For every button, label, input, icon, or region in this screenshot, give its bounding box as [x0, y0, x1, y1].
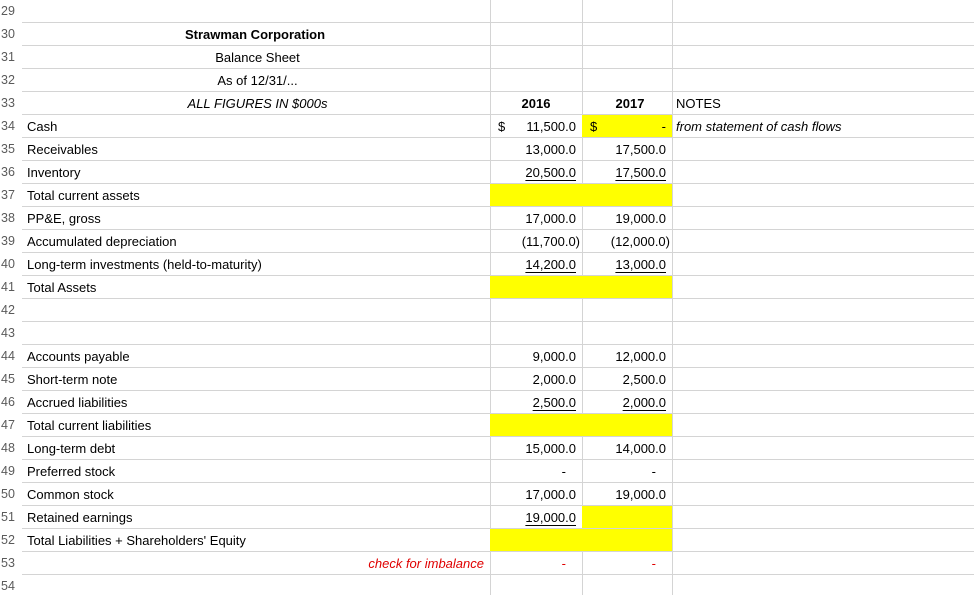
- row-number: 46: [0, 391, 23, 414]
- row-label[interactable]: Preferred stock: [27, 464, 116, 479]
- row-label[interactable]: Receivables: [27, 142, 98, 157]
- row-number: 53: [0, 552, 23, 575]
- row-divider: [22, 22, 974, 23]
- row-divider: [22, 298, 974, 299]
- row-number: 44: [0, 345, 23, 368]
- row-number: 48: [0, 437, 23, 460]
- row-divider: [22, 206, 974, 207]
- row-divider: [22, 91, 974, 92]
- row-label[interactable]: Retained earnings: [27, 510, 133, 525]
- row-number: 54: [0, 575, 23, 598]
- row-label[interactable]: Total current liabilities: [27, 418, 152, 433]
- row-number: 32: [0, 69, 23, 92]
- sheet-row[interactable]: [0, 230, 974, 253]
- row-divider: [22, 367, 974, 368]
- row-divider: [22, 275, 974, 276]
- row-divider: [22, 551, 974, 552]
- highlighted-total-cells[interactable]: [490, 184, 672, 207]
- sheet-row[interactable]: [0, 345, 974, 368]
- sheet-row[interactable]: [0, 46, 974, 69]
- company-title[interactable]: Strawman Corporation: [184, 27, 326, 42]
- row-label[interactable]: Accrued liabilities: [27, 395, 128, 410]
- value-2017[interactable]: 13,000.0: [615, 257, 666, 272]
- row-number: 31: [0, 46, 23, 69]
- column-header-2016[interactable]: 2016: [521, 96, 551, 111]
- value-2016[interactable]: 17,000.0: [525, 211, 576, 226]
- row-label[interactable]: Accounts payable: [27, 349, 130, 364]
- row-label[interactable]: Cash: [27, 119, 58, 134]
- value-2016[interactable]: 2,000.0: [532, 372, 576, 387]
- sheet-row[interactable]: [0, 92, 974, 115]
- row-divider: [22, 574, 974, 575]
- row-number: 34: [0, 115, 23, 138]
- cell-value: -: [661, 119, 666, 134]
- sheet-row[interactable]: [0, 299, 974, 322]
- value-2017[interactable]: -: [651, 464, 656, 479]
- value-2016[interactable]: [490, 115, 582, 138]
- units-label[interactable]: ALL FIGURES IN $000s: [187, 96, 328, 111]
- row-number: 45: [0, 368, 23, 391]
- as-of-date[interactable]: As of 12/31/...: [217, 73, 298, 88]
- note-text[interactable]: from statement of cash flows: [676, 119, 842, 134]
- row-number: 47: [0, 414, 23, 437]
- row-divider: [22, 390, 974, 391]
- row-label[interactable]: Common stock: [27, 487, 114, 502]
- imbalance-check-label[interactable]: check for imbalance: [368, 556, 484, 571]
- value-2016[interactable]: (11,700.0): [521, 234, 580, 249]
- sheet-row[interactable]: [0, 115, 974, 138]
- row-divider: [22, 528, 974, 529]
- sheet-row[interactable]: [0, 0, 974, 23]
- row-label[interactable]: Inventory: [27, 165, 81, 180]
- statement-title[interactable]: Balance Sheet: [215, 50, 300, 65]
- row-divider: [22, 183, 974, 184]
- value-2016[interactable]: 9,000.0: [532, 349, 576, 364]
- column-header-2017[interactable]: 2017: [615, 96, 645, 111]
- row-divider: [22, 459, 974, 460]
- row-divider: [22, 137, 974, 138]
- sheet-row[interactable]: [0, 529, 974, 552]
- row-label[interactable]: Short-term note: [27, 372, 118, 387]
- row-number: 39: [0, 230, 23, 253]
- value-2016[interactable]: 2,500.0: [532, 395, 576, 410]
- sheet-row[interactable]: [0, 391, 974, 414]
- sheet-row[interactable]: [0, 207, 974, 230]
- sheet-row[interactable]: [0, 23, 974, 46]
- value-2017[interactable]: [582, 115, 672, 138]
- row-number: 38: [0, 207, 23, 230]
- value-2017[interactable]: 2,500.0: [622, 372, 666, 387]
- value-2017[interactable]: [582, 506, 672, 529]
- sheet-row[interactable]: [0, 368, 974, 391]
- column-header-notes[interactable]: NOTES: [676, 96, 721, 111]
- sheet-row[interactable]: [0, 506, 974, 529]
- row-number: 50: [0, 483, 23, 506]
- row-divider: [22, 45, 974, 46]
- row-divider: [22, 436, 974, 437]
- value-2017[interactable]: 19,000.0: [615, 487, 666, 502]
- imbalance-check-2017[interactable]: -: [651, 556, 656, 571]
- sheet-row[interactable]: [0, 483, 974, 506]
- cell-value: 11,500.0: [526, 119, 576, 134]
- row-number: 30: [0, 23, 23, 46]
- row-label[interactable]: Accumulated depreciation: [27, 234, 177, 249]
- row-label[interactable]: Long-term investments (held-to-maturity): [27, 257, 262, 272]
- row-number: 37: [0, 184, 23, 207]
- highlighted-total-cells[interactable]: [490, 529, 672, 552]
- row-divider: [22, 344, 974, 345]
- value-2016[interactable]: 14,200.0: [525, 257, 576, 272]
- row-number: 42: [0, 299, 23, 322]
- row-divider: [22, 413, 974, 414]
- value-2016[interactable]: -: [561, 464, 566, 479]
- sheet-row[interactable]: [0, 552, 974, 575]
- row-number: 52: [0, 529, 23, 552]
- sheet-row[interactable]: [0, 138, 974, 161]
- row-number: 36: [0, 161, 23, 184]
- currency-symbol: $: [590, 119, 598, 134]
- value-2016[interactable]: 15,000.0: [525, 441, 576, 456]
- imbalance-check-2016[interactable]: -: [561, 556, 566, 571]
- row-divider: [22, 505, 974, 506]
- value-2016[interactable]: 17,000.0: [525, 487, 576, 502]
- sheet-row[interactable]: [0, 276, 974, 299]
- value-2017[interactable]: 12,000.0: [615, 349, 666, 364]
- highlighted-total-cells[interactable]: [490, 276, 672, 299]
- row-divider: [22, 160, 974, 161]
- row-label[interactable]: PP&E, gross: [27, 211, 101, 226]
- row-number: 33: [0, 92, 23, 115]
- row-divider: [22, 68, 974, 69]
- value-2017[interactable]: 19,000.0: [615, 211, 666, 226]
- row-label[interactable]: Total Liabilities + Shareholders' Equity: [27, 533, 246, 548]
- row-number: 41: [0, 276, 23, 299]
- highlighted-total-cells[interactable]: [490, 414, 672, 437]
- value-2017[interactable]: (12,000.0): [610, 234, 670, 249]
- sheet-row[interactable]: [0, 460, 974, 483]
- sheet-row[interactable]: [0, 322, 974, 345]
- value-2017[interactable]: 2,000.0: [622, 395, 666, 410]
- row-number: 43: [0, 322, 23, 345]
- value-2016[interactable]: 19,000.0: [525, 510, 576, 525]
- row-divider: [22, 252, 974, 253]
- row-divider: [22, 229, 974, 230]
- value-2016[interactable]: 20,500.0: [525, 165, 576, 180]
- row-divider: [22, 114, 974, 115]
- sheet-row[interactable]: [0, 184, 974, 207]
- sheet-row[interactable]: [0, 69, 974, 92]
- row-number: 40: [0, 253, 23, 276]
- row-number: 49: [0, 460, 23, 483]
- sheet-row[interactable]: [0, 253, 974, 276]
- value-2017[interactable]: 17,500.0: [615, 142, 666, 157]
- row-number: 35: [0, 138, 23, 161]
- sheet-row[interactable]: [0, 414, 974, 437]
- row-number: 29: [0, 0, 23, 23]
- row-divider: [22, 482, 974, 483]
- sheet-row[interactable]: [0, 437, 974, 460]
- row-divider: [22, 321, 974, 322]
- value-2017[interactable]: 17,500.0: [615, 165, 666, 180]
- value-2017[interactable]: 14,000.0: [615, 441, 666, 456]
- sheet-row[interactable]: [0, 161, 974, 184]
- currency-symbol: $: [498, 119, 506, 134]
- row-label[interactable]: Long-term debt: [27, 441, 116, 456]
- row-label[interactable]: Total current assets: [27, 188, 140, 203]
- value-2016[interactable]: 13,000.0: [525, 142, 576, 157]
- row-label[interactable]: Total Assets: [27, 280, 97, 295]
- row-number: 51: [0, 506, 23, 529]
